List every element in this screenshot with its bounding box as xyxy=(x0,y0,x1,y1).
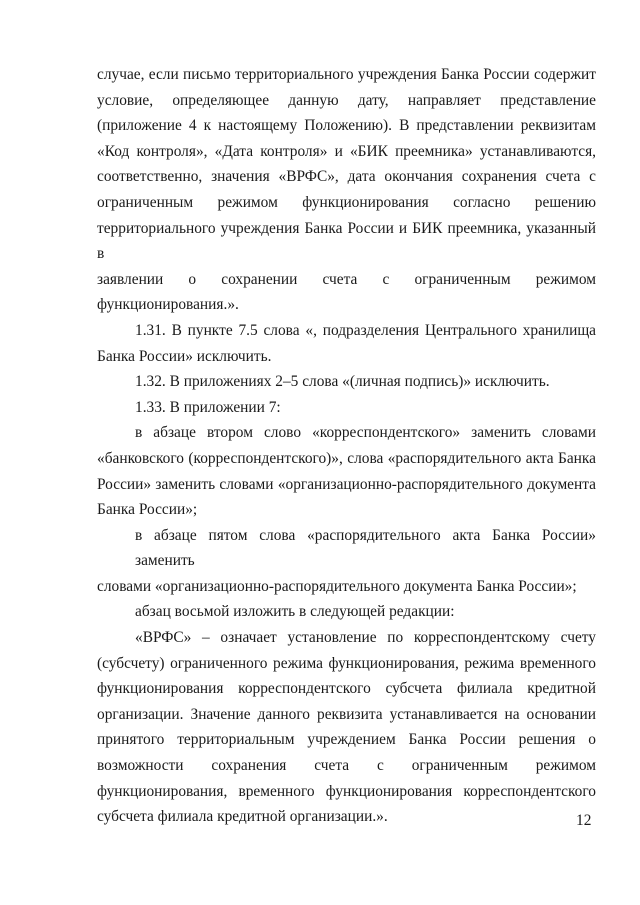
text-line: соответственно, значения «ВРФС», дата окончания сохранения счета с xyxy=(97,168,596,186)
document-body xyxy=(97,62,596,830)
text-line: (приложение 4 к настоящему Положению). В представлении реквизитам xyxy=(97,117,596,135)
text-line: Банка России» исключить. xyxy=(97,347,272,365)
paragraph-1-32: 1.32. В приложениях 2–5 слова «(личная подпись)» исключить. xyxy=(135,373,550,391)
text-line: России» заменить словами «организационно-распорядительного документа xyxy=(97,475,596,493)
text-line: территориального учреждения Банка России и БИК преемника, указанный в xyxy=(97,219,596,263)
text-line: организации. Значение данного реквизита устанавливается на основании xyxy=(97,705,596,723)
text-line: «банковского (корреспондентского)», слова «распорядительного акта Банка xyxy=(97,449,596,467)
text-line: (субсчету) ограниченного режима функционирования, режима временного xyxy=(97,654,596,672)
paragraph-abzac-vosmoy: абзац восьмой изложить в следующей редакции: xyxy=(135,603,455,621)
text-line: условие, определяющее данную дату, направляет представление xyxy=(97,91,596,109)
page-number: 12 xyxy=(576,812,592,829)
text-line: функционирования, временного функционирования корреспондентского xyxy=(97,782,596,800)
paragraph-abzac-vtoroy-first-line: в абзаце втором слово «корреспондентского» заменить словами xyxy=(135,424,596,442)
paragraph-1-31-first-line: 1.31. В пункте 7.5 слова «, подразделения Центрального хранилища xyxy=(135,321,596,339)
text-line: заявлении о сохранении счета с ограниченным режимом xyxy=(97,270,596,288)
text-line: «Код контроля», «Дата контроля» и «БИК преемника» устанавливаются, xyxy=(97,142,596,160)
text-line: принятого территориальным учреждением Банка России решения о xyxy=(97,731,596,749)
text-line: случае, если письмо территориального учреждения Банка России содержит xyxy=(97,66,596,83)
text-line: функционирования.». xyxy=(97,296,239,314)
text-line: ограниченным режимом функционирования согласно решению xyxy=(97,193,596,211)
text-line: словами «организационно-распорядительного документа Банка России»; xyxy=(97,577,577,595)
text-line: субсчета филиала кредитной организации.». xyxy=(97,808,388,826)
text-line: функционирования корреспондентского субсчета филиала кредитной xyxy=(97,680,596,698)
text-line: Банка России»; xyxy=(97,501,198,519)
paragraph-vrfs-first-line: «ВРФС» – означает установление по корреспондентскому счету xyxy=(135,629,596,647)
paragraph-abzac-pyatyy-first-line: в абзаце пятом слова «распорядительного акта Банка России» заменить xyxy=(135,526,596,570)
paragraph-1-33: 1.33. В приложении 7: xyxy=(135,398,281,416)
text-line: возможности сохранения счета с ограниченным режимом xyxy=(97,757,596,775)
